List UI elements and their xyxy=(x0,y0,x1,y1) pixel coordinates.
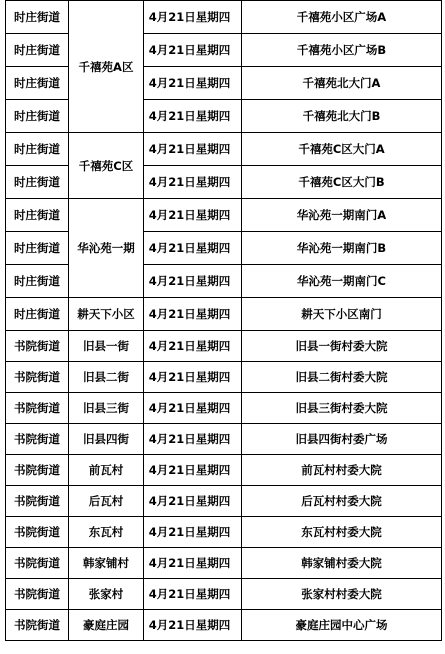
community-cell: 千禧苑A区 xyxy=(69,1,144,133)
table-row xyxy=(6,548,442,579)
date-cell: 4月21日星期四 xyxy=(144,455,242,486)
date-cell: 4月21日星期四 xyxy=(144,133,242,166)
date-cell: 4月21日星期四 xyxy=(144,232,242,265)
location-cell: 旧县一街村委大院 xyxy=(242,331,442,362)
location-cell: 千禧苑北大门B xyxy=(242,100,442,133)
date-cell: 4月21日星期四 xyxy=(144,298,242,331)
date-cell: 4月21日星期四 xyxy=(144,1,242,34)
location-cell: 千禧苑小区广场A xyxy=(242,1,442,34)
location-cell: 千禧苑北大门A xyxy=(242,67,442,100)
street-cell: 时庄街道 xyxy=(6,298,69,331)
community-cell: 张家村 xyxy=(69,579,144,610)
location-cell: 前瓦村村委大院 xyxy=(242,455,442,486)
date-cell: 4月21日星期四 xyxy=(144,579,242,610)
street-cell: 书院街道 xyxy=(6,362,69,393)
date-cell: 4月21日星期四 xyxy=(144,486,242,517)
street-cell: 书院街道 xyxy=(6,579,69,610)
date-cell: 4月21日星期四 xyxy=(144,517,242,548)
table-row xyxy=(6,298,442,331)
table-row xyxy=(6,455,442,486)
date-cell: 4月21日星期四 xyxy=(144,199,242,232)
schedule-table xyxy=(5,0,442,641)
community-cell: 旧县二街 xyxy=(69,362,144,393)
community-cell: 旧县一街 xyxy=(69,331,144,362)
date-cell: 4月21日星期四 xyxy=(144,610,242,641)
street-cell: 书院街道 xyxy=(6,610,69,641)
table-row xyxy=(6,133,442,166)
location-cell: 韩家铺村委大院 xyxy=(242,548,442,579)
location-cell: 千禧苑小区广场B xyxy=(242,34,442,67)
community-cell: 豪庭庄园 xyxy=(69,610,144,641)
location-cell: 旧县二街村委大院 xyxy=(242,362,442,393)
table-row xyxy=(6,331,442,362)
street-cell: 书院街道 xyxy=(6,548,69,579)
date-cell: 4月21日星期四 xyxy=(144,166,242,199)
location-cell: 旧县四街村委广场 xyxy=(242,424,442,455)
location-cell: 旧县三街村委大院 xyxy=(242,393,442,424)
street-cell: 时庄街道 xyxy=(6,166,69,199)
date-cell: 4月21日星期四 xyxy=(144,265,242,298)
community-cell: 后瓦村 xyxy=(69,486,144,517)
street-cell: 书院街道 xyxy=(6,331,69,362)
location-cell: 张家村村委大院 xyxy=(242,579,442,610)
table-row xyxy=(6,486,442,517)
community-cell: 耕天下小区 xyxy=(69,298,144,331)
date-cell: 4月21日星期四 xyxy=(144,67,242,100)
street-cell: 时庄街道 xyxy=(6,67,69,100)
location-cell: 千禧苑C区大门A xyxy=(242,133,442,166)
table-row xyxy=(6,517,442,548)
community-cell: 旧县三街 xyxy=(69,393,144,424)
location-cell: 豪庭庄园中心广场 xyxy=(242,610,442,641)
community-cell: 华沁苑一期 xyxy=(69,199,144,298)
community-cell: 千禧苑C区 xyxy=(69,133,144,199)
street-cell: 时庄街道 xyxy=(6,100,69,133)
date-cell: 4月21日星期四 xyxy=(144,331,242,362)
location-cell: 东瓦村村委大院 xyxy=(242,517,442,548)
street-cell: 时庄街道 xyxy=(6,1,69,34)
community-cell: 前瓦村 xyxy=(69,455,144,486)
table-row xyxy=(6,393,442,424)
location-cell: 华沁苑一期南门A xyxy=(242,199,442,232)
street-cell: 时庄街道 xyxy=(6,199,69,232)
street-cell: 时庄街道 xyxy=(6,34,69,67)
street-cell: 书院街道 xyxy=(6,517,69,548)
date-cell: 4月21日星期四 xyxy=(144,100,242,133)
date-cell: 4月21日星期四 xyxy=(144,362,242,393)
table-row xyxy=(6,199,442,232)
community-cell: 东瓦村 xyxy=(69,517,144,548)
street-cell: 时庄街道 xyxy=(6,232,69,265)
street-cell: 书院街道 xyxy=(6,393,69,424)
street-cell: 书院街道 xyxy=(6,486,69,517)
street-cell: 书院街道 xyxy=(6,424,69,455)
date-cell: 4月21日星期四 xyxy=(144,548,242,579)
table-row xyxy=(6,424,442,455)
street-cell: 时庄街道 xyxy=(6,133,69,166)
table-row xyxy=(6,579,442,610)
community-cell: 韩家铺村 xyxy=(69,548,144,579)
location-cell: 耕天下小区南门 xyxy=(242,298,442,331)
street-cell: 书院街道 xyxy=(6,455,69,486)
location-cell: 千禧苑C区大门B xyxy=(242,166,442,199)
location-cell: 华沁苑一期南门B xyxy=(242,232,442,265)
location-cell: 后瓦村村委大院 xyxy=(242,486,442,517)
date-cell: 4月21日星期四 xyxy=(144,393,242,424)
date-cell: 4月21日星期四 xyxy=(144,34,242,67)
table-row xyxy=(6,1,442,34)
date-cell: 4月21日星期四 xyxy=(144,424,242,455)
location-cell: 华沁苑一期南门C xyxy=(242,265,442,298)
table-row xyxy=(6,610,442,641)
street-cell: 时庄街道 xyxy=(6,265,69,298)
table-row xyxy=(6,362,442,393)
community-cell: 旧县四街 xyxy=(69,424,144,455)
